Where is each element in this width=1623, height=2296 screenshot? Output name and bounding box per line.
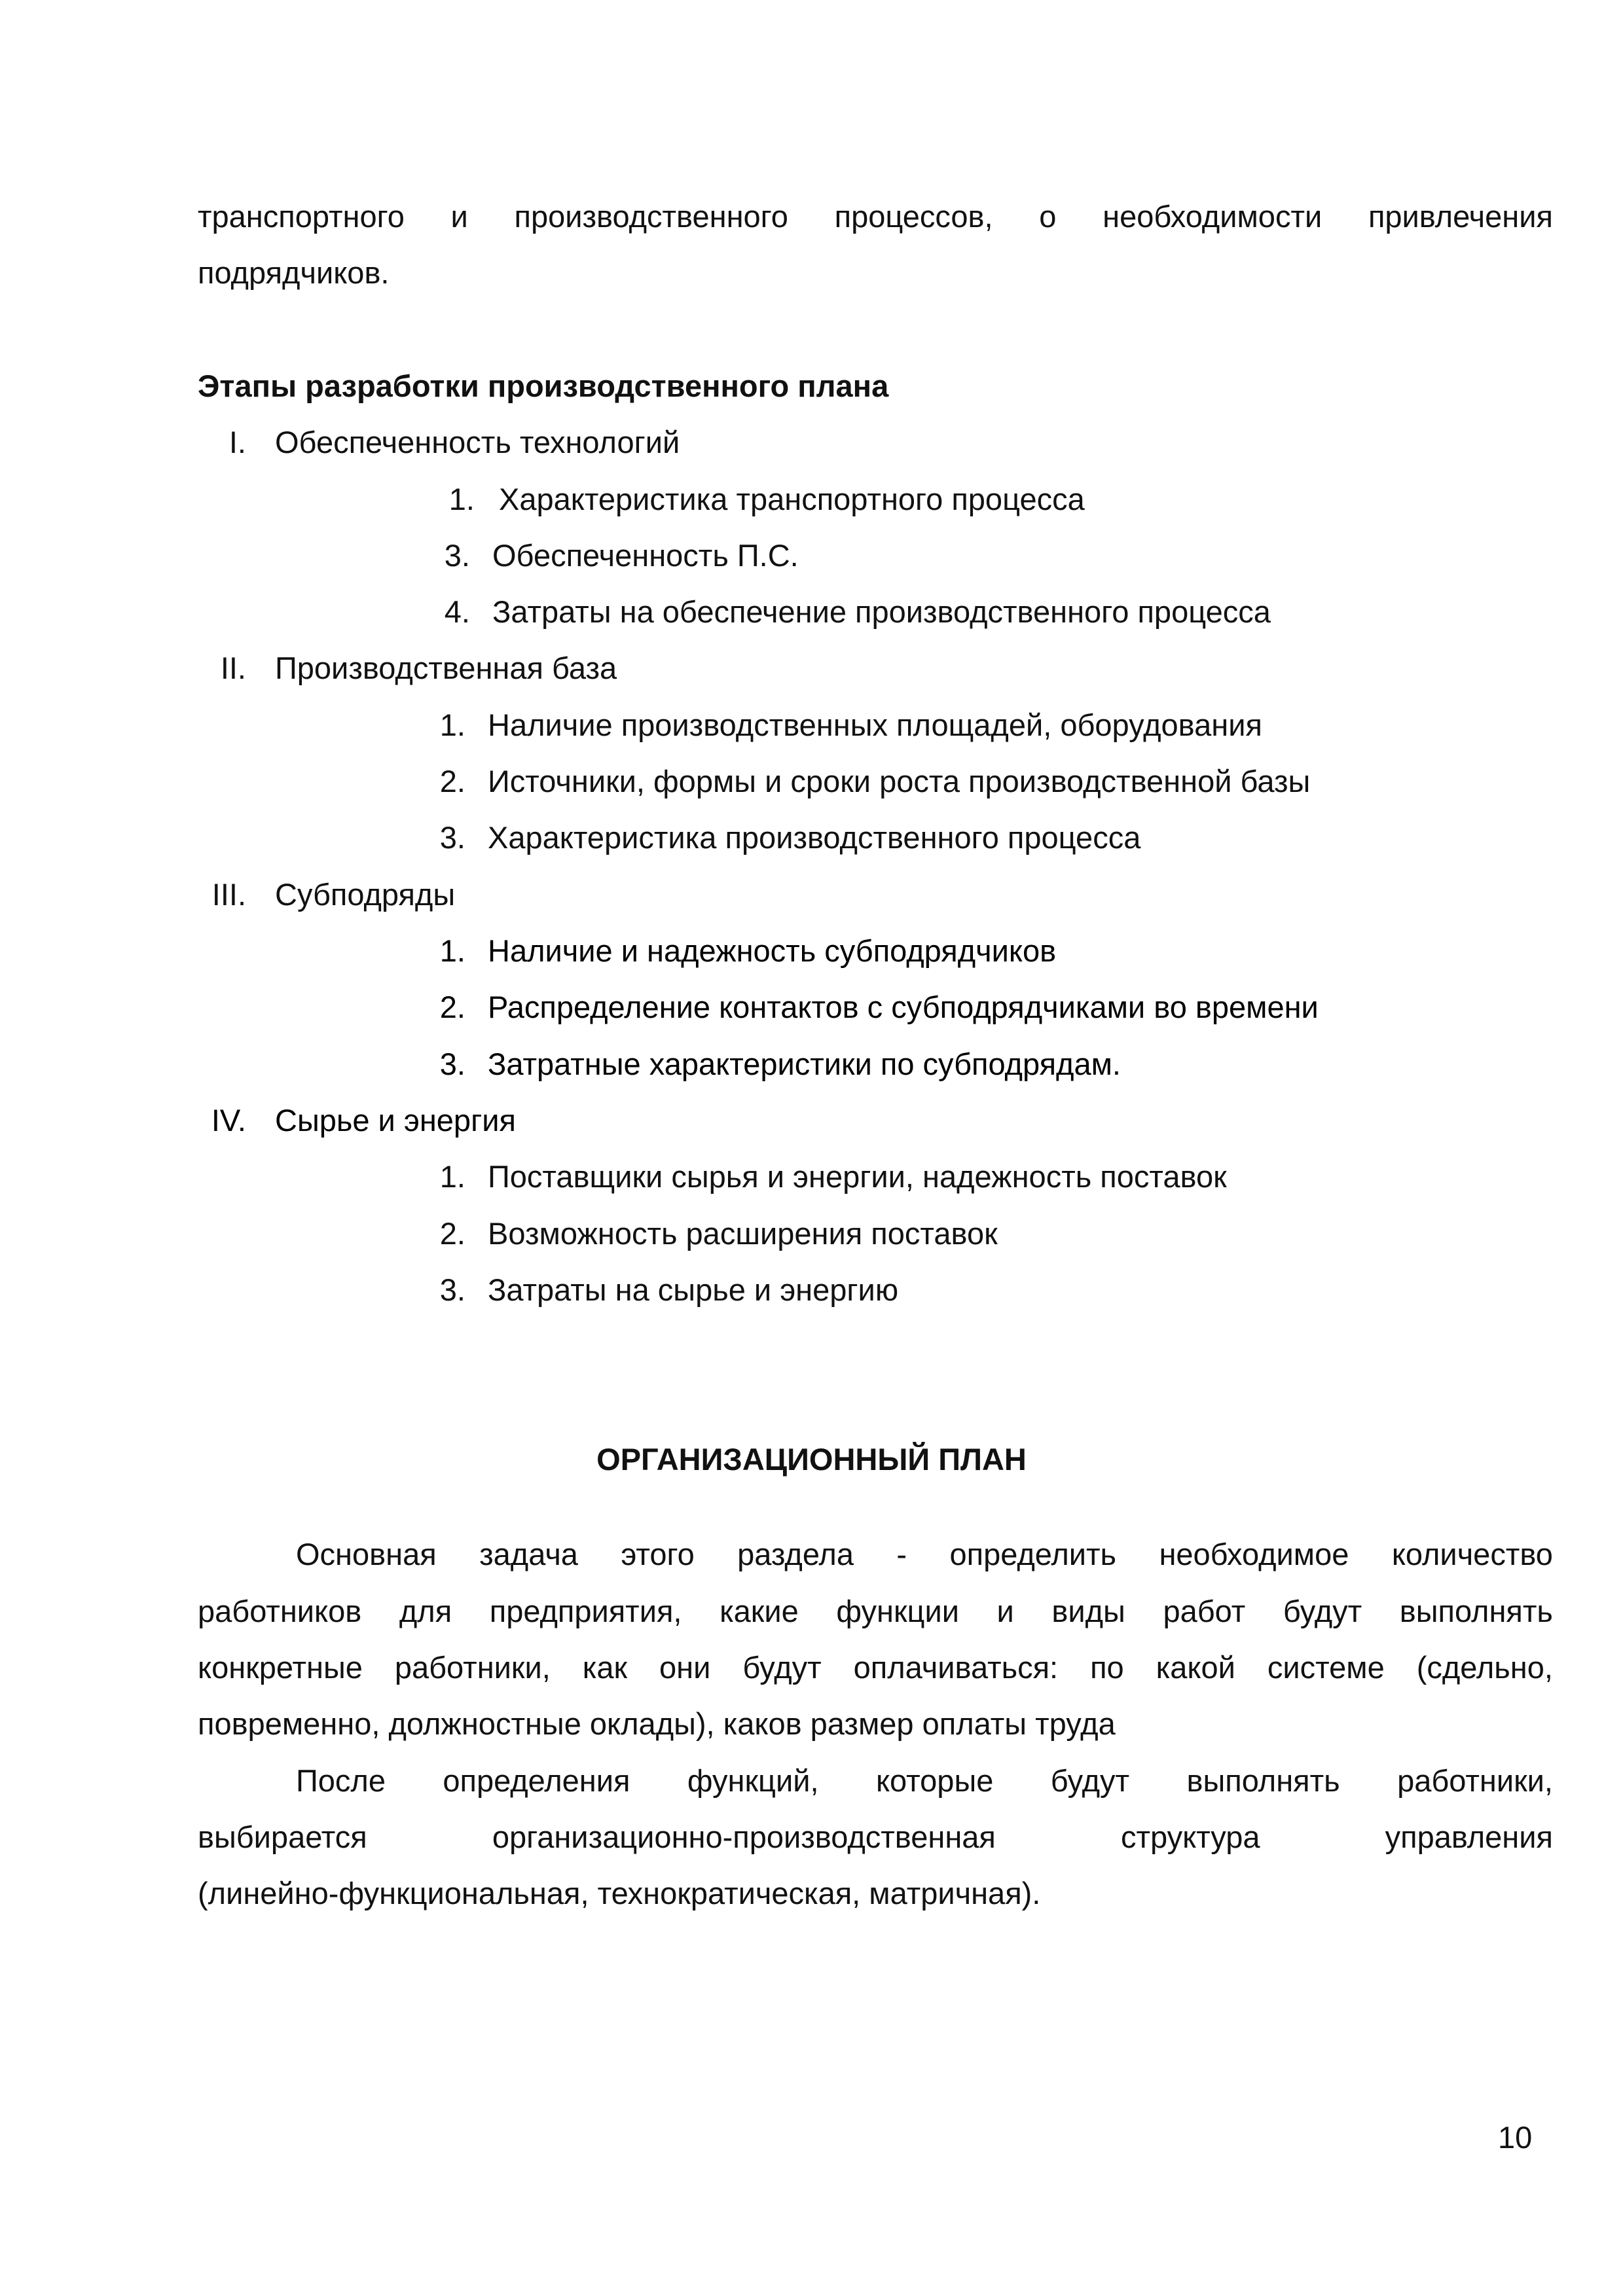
word: какой bbox=[1156, 1650, 1235, 1685]
item-number: 4. bbox=[444, 594, 470, 629]
stages-heading: Этапы разработки производственного плана bbox=[198, 368, 889, 403]
section-title: Производственная база bbox=[275, 651, 617, 685]
list-item: Поставщики сырья и энергии, надежность поставок bbox=[488, 1159, 1227, 1194]
list-item: Распределение контактов с субподрядчиками во времени bbox=[488, 990, 1319, 1024]
list-item: Затраты на сырье и энергию bbox=[488, 1272, 899, 1307]
org-p2-line-3: (линейно-функциональная, технократическая, матричная). bbox=[198, 1876, 1041, 1910]
org-p2-line-1 bbox=[296, 1765, 1553, 1796]
word: этого bbox=[621, 1537, 695, 1571]
word: виды bbox=[1051, 1594, 1125, 1628]
word: по bbox=[1090, 1650, 1124, 1685]
item-number: 3. bbox=[439, 1047, 465, 1081]
word: производственного bbox=[514, 199, 788, 234]
section-title: Обеспеченность технологий bbox=[275, 425, 680, 459]
list-item: Характеристика производственного процесса bbox=[488, 820, 1141, 855]
word: (сдельно, bbox=[1416, 1650, 1553, 1685]
word: Основная bbox=[296, 1537, 437, 1571]
word: - bbox=[896, 1537, 907, 1571]
word: необходимое bbox=[1159, 1537, 1349, 1571]
item-number: 2. bbox=[439, 1216, 465, 1251]
word: будут bbox=[742, 1650, 822, 1685]
word: предприятия, bbox=[489, 1594, 682, 1628]
org-p1-line-1 bbox=[296, 1539, 1553, 1570]
item-number: 1. bbox=[439, 933, 465, 968]
word: конкретные bbox=[198, 1650, 363, 1685]
word: работники, bbox=[394, 1650, 551, 1685]
word: оплачиваться: bbox=[853, 1650, 1059, 1685]
list-item: Наличие и надежность субподрядчиков bbox=[488, 933, 1057, 968]
item-number: 1. bbox=[448, 482, 475, 516]
section-numeral: IV. bbox=[211, 1103, 246, 1138]
org-p1-line-3 bbox=[198, 1652, 1553, 1683]
word: выполнять bbox=[1399, 1594, 1553, 1628]
item-number: 3. bbox=[439, 1272, 465, 1307]
item-number: 2. bbox=[439, 990, 465, 1024]
word: выбирается bbox=[198, 1820, 367, 1854]
word: системе bbox=[1267, 1650, 1385, 1685]
org-p2-line-2 bbox=[198, 1821, 1553, 1852]
section-numeral: III. bbox=[211, 877, 246, 912]
word: транспортного bbox=[198, 199, 405, 234]
section-title: Субподряды bbox=[275, 877, 456, 912]
list-item: Возможность расширения поставок bbox=[488, 1216, 998, 1251]
word: как bbox=[582, 1650, 628, 1685]
item-number: 3. bbox=[439, 820, 465, 855]
word: функций, bbox=[687, 1763, 819, 1798]
word: будут bbox=[1283, 1594, 1362, 1628]
intro-line-2: подрядчиков. bbox=[198, 255, 390, 290]
word: о bbox=[1039, 199, 1057, 234]
word: организационно-производственная bbox=[492, 1820, 996, 1854]
list-item: Наличие производственных площадей, оборудования bbox=[488, 708, 1262, 742]
intro-line-1 bbox=[198, 201, 1553, 232]
word: После bbox=[296, 1763, 386, 1798]
org-plan-title: ОРГАНИЗАЦИОННЫЙ ПЛАН bbox=[596, 1442, 1027, 1477]
word: которые bbox=[875, 1763, 994, 1798]
word: функции bbox=[836, 1594, 959, 1628]
word: работники, bbox=[1397, 1763, 1553, 1798]
word: необходимости bbox=[1103, 199, 1322, 234]
section-title: Сырье и энергия bbox=[275, 1103, 516, 1138]
word: будут bbox=[1050, 1763, 1130, 1798]
section-numeral: I. bbox=[228, 425, 246, 459]
word: процессов, bbox=[834, 199, 993, 234]
word: для bbox=[399, 1594, 452, 1628]
word: работ bbox=[1163, 1594, 1246, 1628]
item-number: 3. bbox=[444, 538, 470, 573]
org-p1-line-4: повременно, должностные оклады), каков размер оплаты труда bbox=[198, 1706, 1116, 1741]
list-item: Затратные характеристики по субподрядам. bbox=[488, 1047, 1121, 1081]
word: работников bbox=[198, 1594, 362, 1628]
word: управления bbox=[1385, 1820, 1553, 1854]
page-number: 10 bbox=[1498, 2120, 1533, 2155]
list-item: Обеспеченность П.С. bbox=[492, 538, 799, 573]
word: количество bbox=[1391, 1537, 1553, 1571]
list-item: Затраты на обеспечение производственного процесса bbox=[492, 594, 1271, 629]
word: и bbox=[996, 1594, 1014, 1628]
word: какие bbox=[720, 1594, 799, 1628]
word: структура bbox=[1120, 1820, 1260, 1854]
word: и bbox=[450, 199, 468, 234]
section-numeral: II. bbox=[220, 651, 246, 685]
word: раздела bbox=[737, 1537, 854, 1571]
list-item: Характеристика транспортного процесса bbox=[499, 482, 1085, 516]
word: привлечения bbox=[1368, 199, 1553, 234]
item-number: 1. bbox=[439, 1159, 465, 1194]
list-item: Источники, формы и сроки роста производственной базы bbox=[488, 764, 1311, 798]
word: они bbox=[659, 1650, 711, 1685]
org-p1-line-2 bbox=[198, 1596, 1553, 1626]
item-number: 1. bbox=[439, 708, 465, 742]
word: выполнять bbox=[1186, 1763, 1340, 1798]
word: задача bbox=[479, 1537, 578, 1571]
word: определения bbox=[443, 1763, 630, 1798]
item-number: 2. bbox=[439, 764, 465, 798]
word: определить bbox=[949, 1537, 1117, 1571]
